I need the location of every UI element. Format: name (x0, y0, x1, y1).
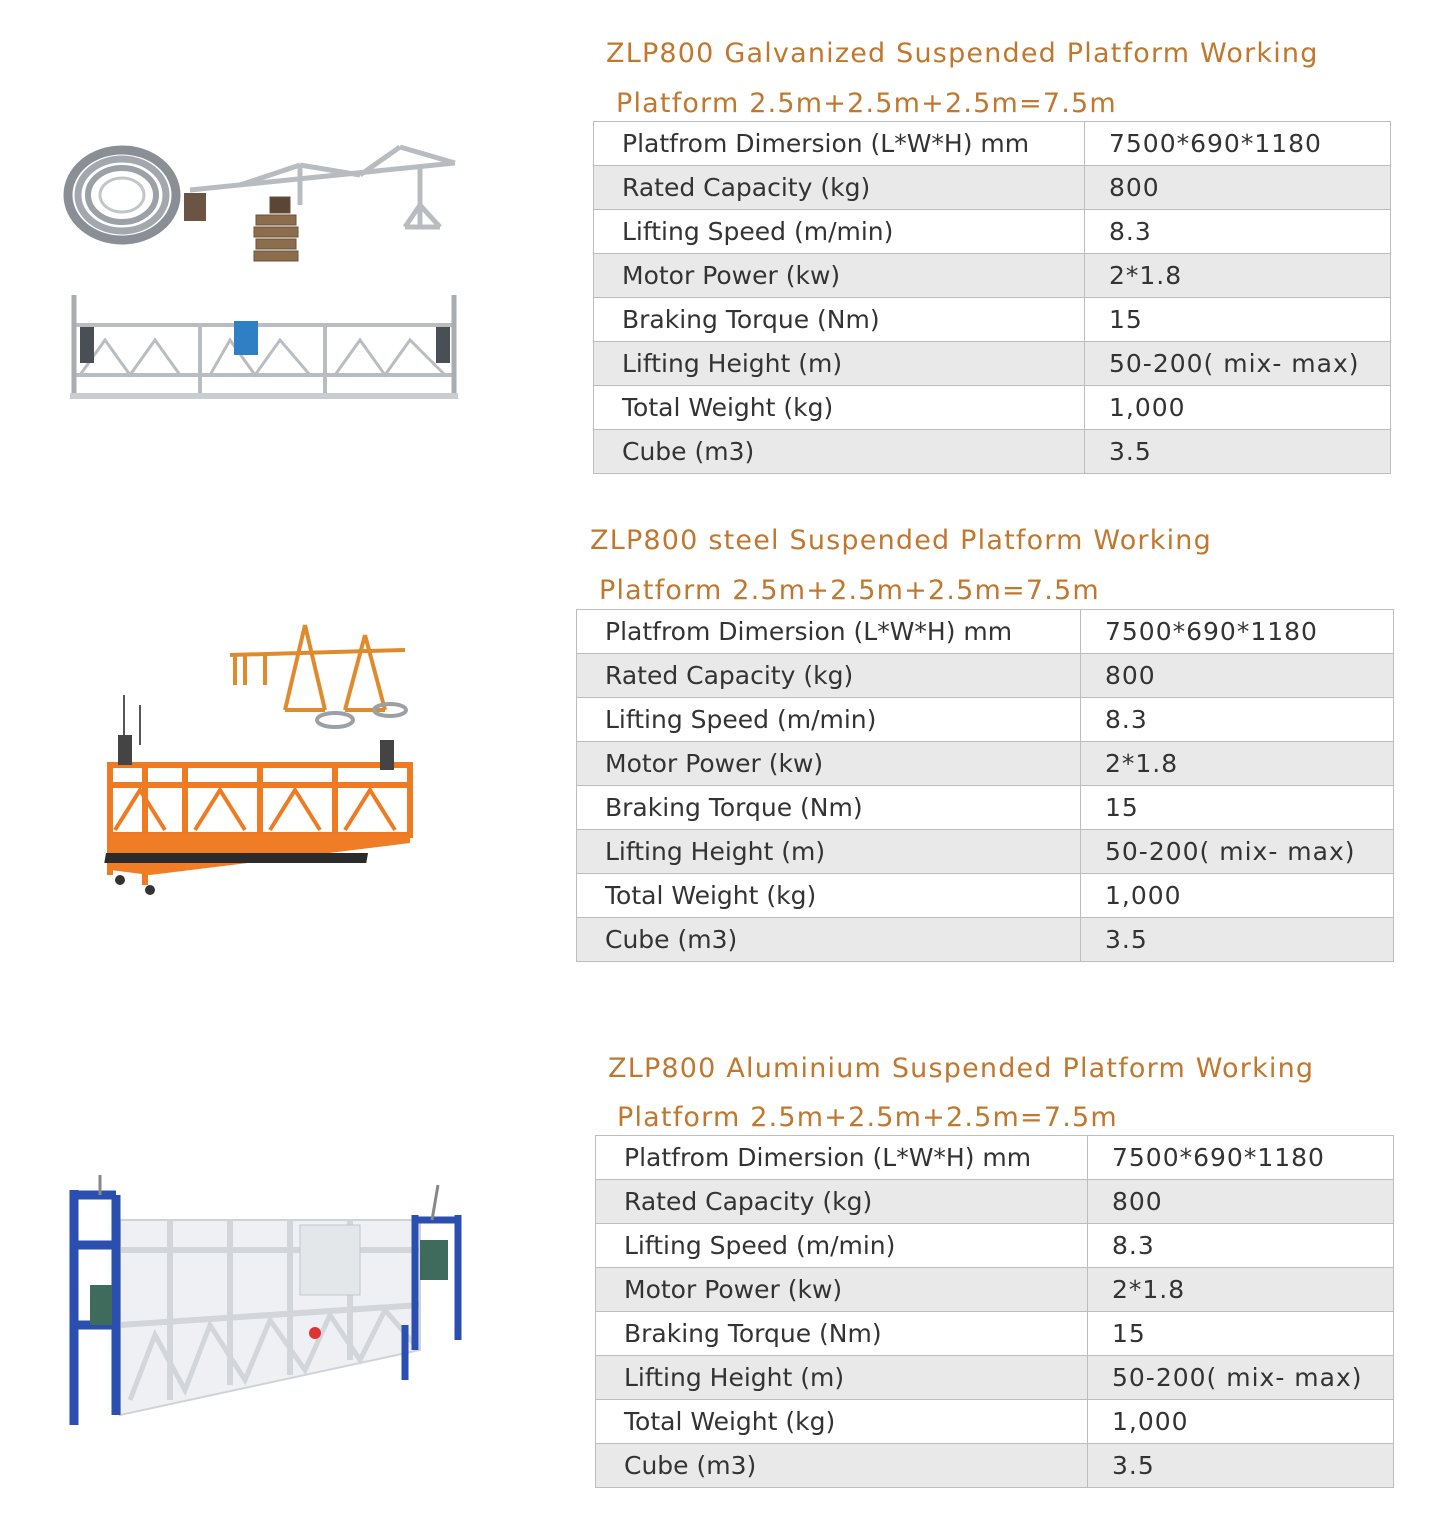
spec-value: 800 (1081, 654, 1394, 698)
table-row (596, 1444, 1394, 1488)
spec-value: 2*1.8 (1081, 742, 1394, 786)
table-row (596, 1136, 1394, 1180)
spec-value: 1,000 (1088, 1400, 1394, 1444)
table-row (577, 654, 1394, 698)
spec-value: 15 (1085, 298, 1391, 342)
spec-label: Total Weight (kg) (577, 874, 1081, 918)
spec-value: 50-200( mix- max) (1088, 1356, 1394, 1400)
spec-label: Platfrom Dimersion (L*W*H) mm (594, 122, 1085, 166)
spec-value: 8.3 (1085, 210, 1391, 254)
steel-spec-table (576, 609, 1394, 962)
suspension-mechanism (230, 625, 405, 710)
galvanized-platform-photo (60, 135, 470, 410)
spec-value: 7500*690*1180 (1088, 1136, 1394, 1180)
galvanized-title-line1: ZLP800 Galvanized Suspended Platform Working (606, 38, 1319, 69)
steel-title-line2: Platform 2.5m+2.5m+2.5m=7.5m (599, 575, 1100, 606)
spec-label: Rated Capacity (kg) (577, 654, 1081, 698)
spec-value: 50-200( mix- max) (1081, 830, 1394, 874)
table-row (596, 1400, 1394, 1444)
spec-label: Motor Power (kw) (594, 254, 1085, 298)
spec-label: Braking Torque (Nm) (596, 1312, 1088, 1356)
steel-title-line1: ZLP800 steel Suspended Platform Working (590, 525, 1212, 556)
table-row (596, 1312, 1394, 1356)
table-row (577, 742, 1394, 786)
table-row (596, 1268, 1394, 1312)
galvanized-cradle (74, 295, 454, 397)
hoist-right (420, 1240, 448, 1280)
table-row (594, 166, 1391, 210)
spec-label: Lifting Speed (m/min) (577, 698, 1081, 742)
spec-value: 7500*690*1180 (1085, 122, 1391, 166)
aluminium-platform-photo (60, 1175, 470, 1435)
table-row (594, 342, 1391, 386)
spec-label: Total Weight (kg) (596, 1400, 1088, 1444)
spec-value: 8.3 (1088, 1224, 1394, 1268)
aluminium-title-line2: Platform 2.5m+2.5m+2.5m=7.5m (617, 1102, 1118, 1133)
spec-value: 50-200( mix- max) (1085, 342, 1391, 386)
hoist-left (90, 1285, 112, 1325)
spec-value: 7500*690*1180 (1081, 610, 1394, 654)
galvanized-title-line2: Platform 2.5m+2.5m+2.5m=7.5m (616, 88, 1117, 119)
table-row (596, 1180, 1394, 1224)
spec-label: Cube (m3) (594, 430, 1085, 474)
spec-value: 3.5 (1085, 430, 1391, 474)
table-row (596, 1224, 1394, 1268)
spec-value: 800 (1085, 166, 1391, 210)
blue-end-frame-right (405, 1215, 458, 1380)
spec-label: Lifting Height (m) (594, 342, 1085, 386)
wire-rope-coil (68, 150, 176, 240)
spec-value: 15 (1088, 1312, 1394, 1356)
spec-label: Braking Torque (Nm) (577, 786, 1081, 830)
spec-label: Motor Power (kw) (596, 1268, 1088, 1312)
table-row (594, 386, 1391, 430)
spec-value: 2*1.8 (1085, 254, 1391, 298)
counterweight-stack (254, 197, 298, 261)
spec-label: Cube (m3) (596, 1444, 1088, 1488)
table-row (594, 430, 1391, 474)
spec-value: 3.5 (1081, 918, 1394, 962)
hoist-right (380, 740, 394, 770)
spec-label: Braking Torque (Nm) (594, 298, 1085, 342)
table-row (594, 122, 1391, 166)
hoist-left (80, 327, 94, 363)
table-row (596, 1356, 1394, 1400)
table-row (577, 610, 1394, 654)
spec-value: 3.5 (1088, 1444, 1394, 1488)
spec-label: Lifting Height (m) (596, 1356, 1088, 1400)
spec-label: Lifting Speed (m/min) (594, 210, 1085, 254)
spec-label: Rated Capacity (kg) (596, 1180, 1088, 1224)
wire-rope-coils (317, 704, 406, 727)
table-row (577, 874, 1394, 918)
table-row (594, 298, 1391, 342)
table-row (594, 254, 1391, 298)
spec-value: 1,000 (1085, 386, 1391, 430)
aluminium-spec-table (595, 1135, 1394, 1488)
table-row (577, 698, 1394, 742)
spec-label: Motor Power (kw) (577, 742, 1081, 786)
spec-value: 8.3 (1081, 698, 1394, 742)
control-box (300, 1225, 360, 1295)
galvanized-spec-table (593, 121, 1391, 474)
spec-label: Platfrom Dimersion (L*W*H) mm (596, 1136, 1088, 1180)
spec-value: 800 (1088, 1180, 1394, 1224)
spec-label: Total Weight (kg) (594, 386, 1085, 430)
spec-value: 2*1.8 (1088, 1268, 1394, 1312)
spec-value: 15 (1081, 786, 1394, 830)
table-row (594, 210, 1391, 254)
spec-label: Lifting Speed (m/min) (596, 1224, 1088, 1268)
spec-label: Rated Capacity (kg) (594, 166, 1085, 210)
counterweight-left (184, 193, 206, 221)
aluminium-title-line1: ZLP800 Aluminium Suspended Platform Working (608, 1053, 1315, 1084)
spec-label: Platfrom Dimersion (L*W*H) mm (577, 610, 1081, 654)
hoist-right (436, 327, 450, 363)
table-row (577, 918, 1394, 962)
steel-platform-photo (100, 615, 430, 905)
table-row (577, 786, 1394, 830)
spec-label: Cube (m3) (577, 918, 1081, 962)
control-box (234, 321, 258, 355)
hoist-left (118, 735, 132, 765)
table-row (577, 830, 1394, 874)
suspension-mechanism (190, 147, 455, 227)
spec-value: 1,000 (1081, 874, 1394, 918)
spec-label: Lifting Height (m) (577, 830, 1081, 874)
